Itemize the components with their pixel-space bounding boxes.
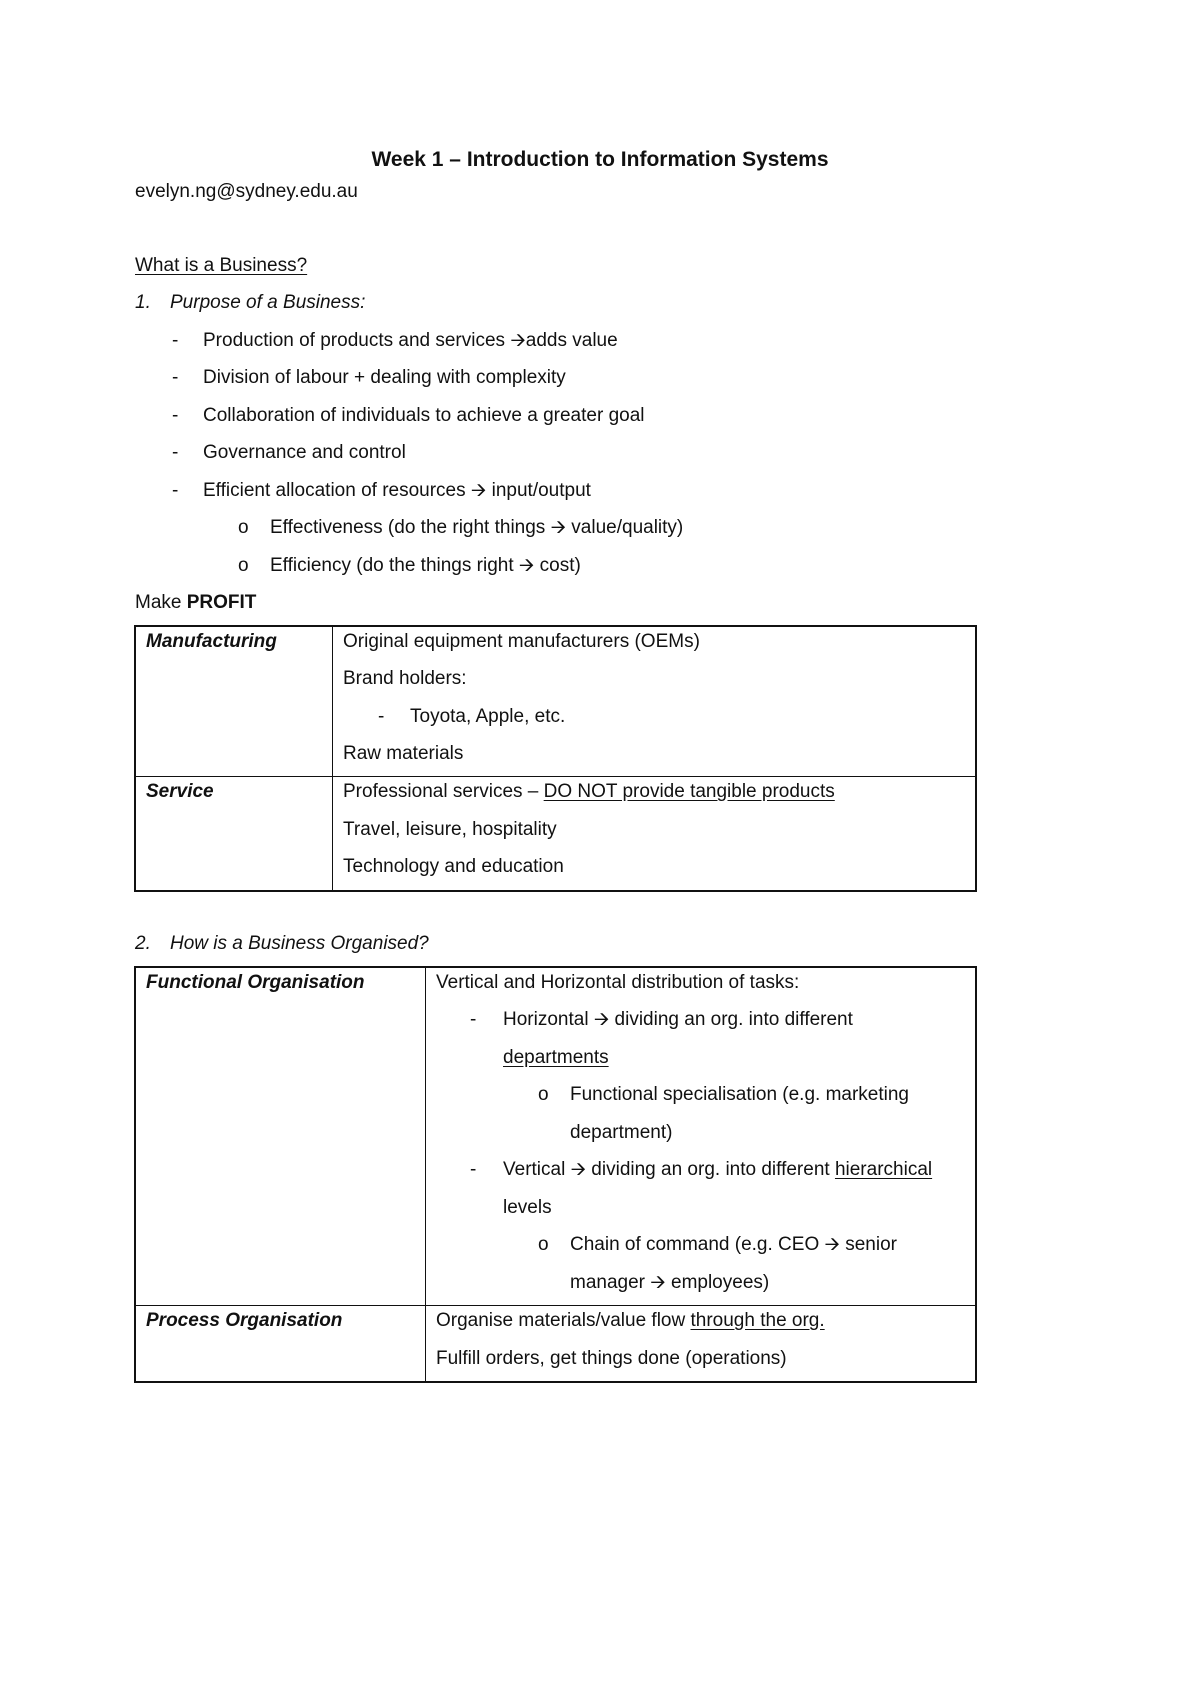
subheading-organised: How is a Business Organised? <box>170 933 429 954</box>
table-cell-text: Toyota, Apple, etc. <box>410 706 566 727</box>
list-item: Division of labour + dealing with complexity <box>203 367 566 388</box>
table-cell-text: Professional services – DO NOT provide tangible products <box>343 781 835 802</box>
subheading-purpose: Purpose of a Business: <box>170 292 366 313</box>
table-cell-text: Raw materials <box>343 743 464 764</box>
business-types-table <box>134 625 977 892</box>
dash-bullet: - <box>172 405 179 426</box>
table-cell-text: manager 🡪 employees) <box>570 1272 770 1293</box>
dash-bullet: - <box>378 706 385 727</box>
list-item: Governance and control <box>203 442 406 463</box>
arrow-icon: 🡪 <box>518 555 535 576</box>
list-number: 2. <box>135 933 151 954</box>
circle-bullet: o <box>538 1084 549 1105</box>
table-cell-text: departments <box>503 1047 609 1068</box>
dash-bullet: - <box>470 1009 477 1030</box>
arrow-icon: 🡪 <box>550 517 567 538</box>
dash-bullet: - <box>172 442 179 463</box>
table-row-label: Manufacturing <box>146 631 277 652</box>
dash-bullet: - <box>172 480 179 501</box>
arrow-icon: 🡪 <box>650 1272 666 1293</box>
dash-bullet: - <box>172 330 179 351</box>
table-row-label: Service <box>146 781 214 802</box>
table-cell-text: levels <box>503 1197 552 1218</box>
arrow-icon: 🡪 <box>593 1009 610 1030</box>
sub-list-item: Efficiency (do the things right 🡪 cost) <box>270 555 581 576</box>
list-number: 1. <box>135 292 151 313</box>
table-cell-text: Technology and education <box>343 856 564 877</box>
table-cell-text: Vertical 🡪 dividing an org. into different hierarchical <box>503 1159 933 1180</box>
table-cell-text: Chain of command (e.g. CEO 🡪 senior <box>570 1234 897 1255</box>
sub-list-item: Effectiveness (do the right things 🡪 value/quality) <box>270 517 684 538</box>
table-row-label: Functional Organisation <box>146 972 365 993</box>
profit-line: Make PROFIT <box>135 592 257 613</box>
table-cell-text: Brand holders: <box>343 668 467 689</box>
table-divider <box>332 625 333 892</box>
list-item: Production of products and services 🡪adds value <box>203 330 618 351</box>
list-item: Efficient allocation of resources 🡪 input/output <box>203 480 591 501</box>
circle-bullet: o <box>538 1234 549 1255</box>
arrow-icon: 🡪 <box>470 480 487 501</box>
arrow-icon: 🡪 <box>570 1159 587 1180</box>
table-divider <box>134 776 977 777</box>
table-cell-text: Horizontal 🡪 dividing an org. into different <box>503 1009 853 1030</box>
table-cell-text: Vertical and Horizontal distribution of tasks: <box>436 972 800 993</box>
arrow-icon: 🡪 <box>824 1234 840 1255</box>
table-divider <box>425 966 426 1383</box>
table-cell-text: Original equipment manufacturers (OEMs) <box>343 631 700 652</box>
section-heading: What is a Business? <box>135 255 308 276</box>
table-cell-text: Functional specialisation (e.g. marketing <box>570 1084 910 1105</box>
table-cell-text: Organise materials/value flow through the org. <box>436 1310 825 1331</box>
dash-bullet: - <box>172 367 179 388</box>
page-title: Week 1 – Introduction to Information Systems <box>371 148 829 171</box>
circle-bullet: o <box>238 517 249 538</box>
table-cell-text: Fulfill orders, get things done (operations) <box>436 1348 787 1369</box>
table-cell-text: Travel, leisure, hospitality <box>343 819 557 840</box>
author-email: evelyn.ng@sydney.edu.au <box>135 181 358 202</box>
table-row-label: Process Organisation <box>146 1310 343 1331</box>
table-cell-text: department) <box>570 1122 673 1143</box>
table-divider <box>134 1305 977 1306</box>
dash-bullet: - <box>470 1159 477 1180</box>
circle-bullet: o <box>238 555 249 576</box>
list-item: Collaboration of individuals to achieve a greater goal <box>203 405 645 426</box>
arrow-icon: 🡪 <box>510 330 526 351</box>
